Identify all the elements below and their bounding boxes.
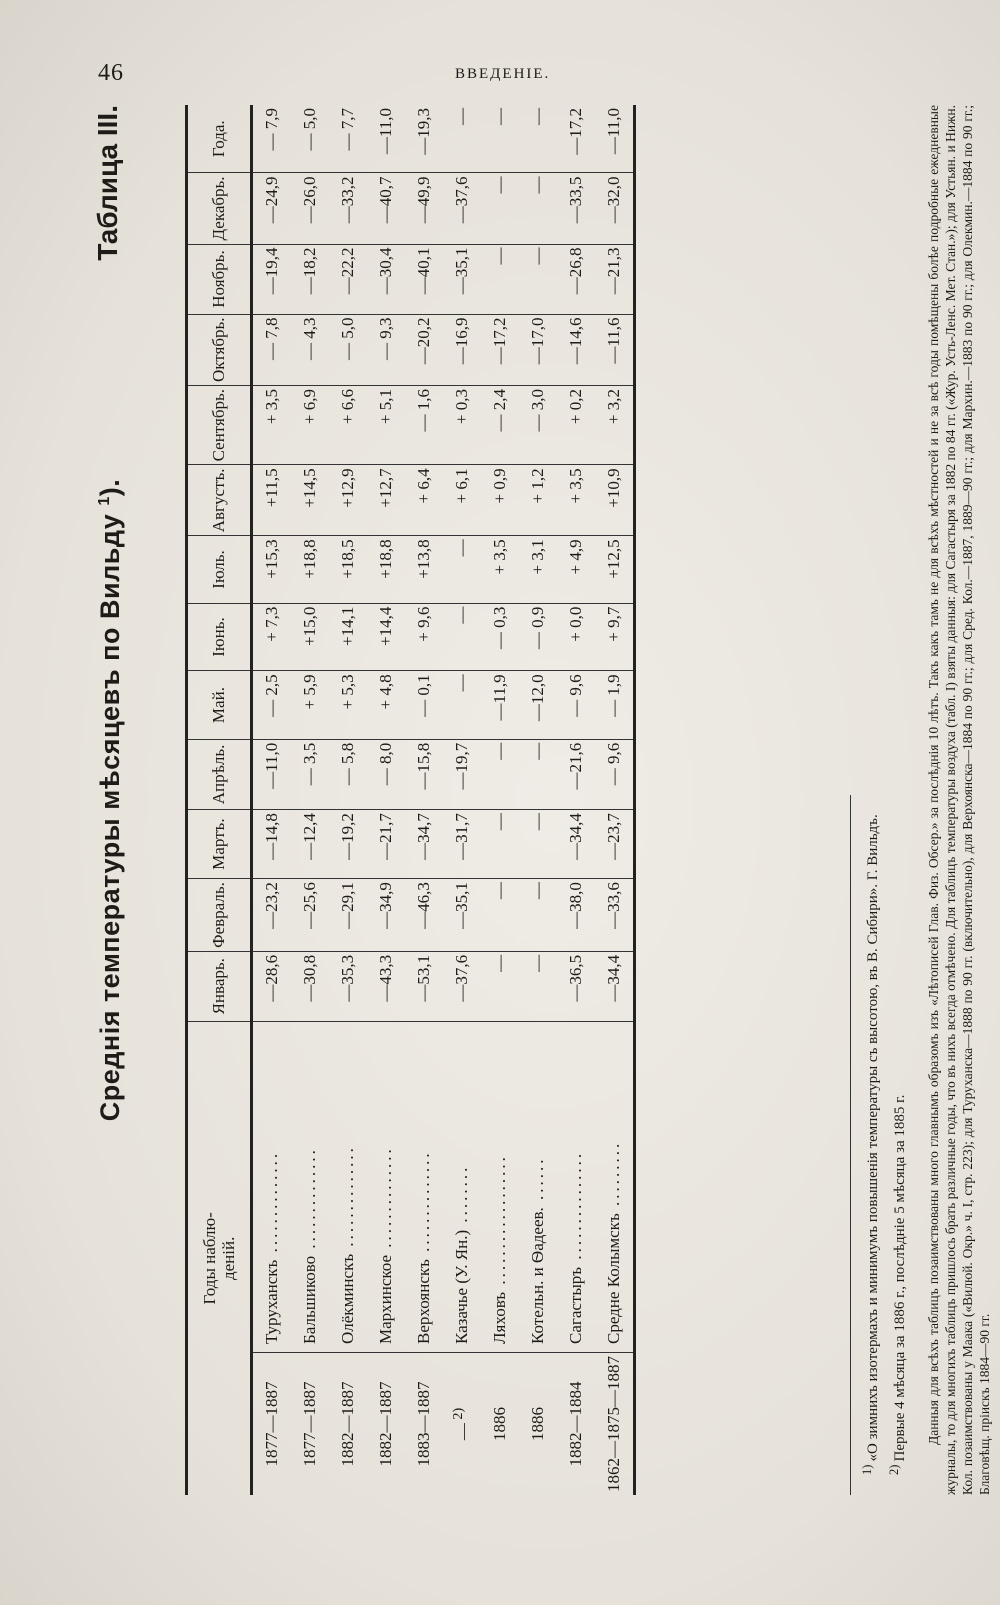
table-row — [519, 105, 557, 1495]
row-value: + 0,2 — [557, 386, 595, 465]
row-station — [519, 1021, 557, 1352]
row-value: + 3,5 — [252, 386, 292, 465]
footnote-text: Первые 4 мѣсяца за 1886 г., послѣдніе 5 мѣсяца за 1885 г. — [892, 1094, 908, 1462]
row-value: — 5,0 — [291, 105, 329, 173]
row-value: —19,7 — [443, 739, 481, 809]
table-row — [595, 105, 635, 1495]
row-value: —12,4 — [291, 810, 329, 879]
leader-dots: ........ — [452, 1164, 471, 1230]
station-name: Туруханскъ — [262, 1259, 281, 1344]
row-value: — — [519, 105, 557, 173]
row-value: —25,6 — [291, 879, 329, 952]
row-years: — $^{2)}$ — [450, 1407, 473, 1441]
footnote — [884, 795, 911, 1495]
leader-dots: .............. — [414, 1150, 433, 1260]
row-value: +12,9 — [329, 465, 367, 536]
table-row — [405, 105, 443, 1495]
header-month: Ноябрь. — [187, 244, 252, 314]
row-value: + 5,9 — [291, 671, 329, 739]
remarks-paragraph: Данныя для всѣхъ таблицъ позаимствованы много главнымъ образомъ изъ «Лѣтописей Глав. Физ. Обсер.» за послѣднія 10 лѣтъ. Такъ какъ тамъ не для всѣхъ мѣстностей и не за всѣ годы помѣщены болѣе подробные ежедневные журналы, то для многихъ таблицъ пришлось брать различные годы, что въ нихъ всегда отмѣчено. Для таблицъ температуры воздуха (табл. I) взяты данныя: для Сагастыря за 1882 по 84 гг. («Жур. Усть-Ленс. Мет. Стан.»); для Устьян. и Нижн. Кол. позаимствованы у Маака («Вилюй. Окр.» ч. I, стр. 223); для Туруханска—1888 по 90 гг. (включительно), для Верхоянска—1884 по 90 гг.; для Сред. Кол.—1887, 1889—90 гг.; для Мархин.—1883 по 90 гг.; для Олекмин.—1884 по 90 гг.; Благовѣщ. пріискъ 1884—90 гг. — [926, 105, 992, 1495]
row-value: —20,2 — [405, 314, 443, 386]
row-value: + 4,8 — [367, 671, 405, 739]
footnote-mark: 1) — [860, 1461, 874, 1475]
row-value: + 3,1 — [519, 536, 557, 603]
row-value: — 2,4 — [481, 386, 519, 465]
row-value: — 9,3 — [367, 314, 405, 386]
row-value: —34,4 — [595, 951, 635, 1021]
header-month: Сентябрь. — [187, 386, 252, 465]
row-value: — 0,3 — [481, 603, 519, 671]
header-month: Мартъ. — [187, 810, 252, 879]
header-month: Декабрь. — [187, 173, 252, 244]
row-value: —38,0 — [557, 879, 595, 952]
leader-dots: ......... — [604, 1140, 623, 1214]
row-value: — — [481, 244, 519, 314]
row-value: —33,5 — [557, 173, 595, 244]
row-station — [595, 1021, 635, 1352]
table-header-row — [187, 105, 252, 1495]
row-value: + 0,9 — [481, 465, 519, 536]
station-name: Ляховъ — [490, 1291, 509, 1344]
row-value: — — [481, 739, 519, 809]
row-value: —34,9 — [367, 879, 405, 952]
table-label: Таблица III. — [92, 105, 123, 261]
leader-dots: .............. — [338, 1145, 357, 1254]
row-value: + 4,9 — [557, 536, 595, 603]
table-row — [557, 105, 595, 1495]
row-years-note: 2) — [450, 1407, 467, 1424]
leader-dots: .............. — [262, 1150, 281, 1260]
row-value: — — [443, 671, 481, 739]
station-name: Казачье (У. Ян.) — [452, 1229, 471, 1344]
row-value: —30,8 — [291, 951, 329, 1021]
row-value: + 6,9 — [291, 386, 329, 465]
footnote-mark: 2) — [887, 1461, 901, 1475]
row-years: 1862—1875—1887 — [595, 1353, 635, 1496]
table-row — [443, 105, 481, 1495]
row-value: —35,1 — [443, 879, 481, 952]
row-value: —43,3 — [367, 951, 405, 1021]
row-value: —16,9 — [443, 314, 481, 386]
row-value: —11,9 — [481, 671, 519, 739]
row-value: — 5,0 — [329, 314, 367, 386]
row-value: — 7,7 — [329, 105, 367, 173]
row-value: —15,8 — [405, 739, 443, 809]
station-name: Бальшиково — [300, 1255, 319, 1344]
row-value: — — [481, 105, 519, 173]
row-years: 1882—1884 — [566, 1381, 585, 1467]
header-month: Февраль. — [187, 879, 252, 952]
row-value: —34,7 — [405, 810, 443, 879]
row-value: — 7,9 — [252, 105, 292, 173]
row-station — [405, 1021, 443, 1352]
row-value: + 5,3 — [329, 671, 367, 739]
row-value: — — [481, 173, 519, 244]
row-value: — — [519, 739, 557, 809]
footnote — [857, 795, 884, 1495]
station-name: Сагастыръ — [566, 1266, 585, 1344]
row-years: 1877—1887 — [300, 1381, 319, 1467]
row-value: —22,2 — [329, 244, 367, 314]
row-value: —31,7 — [443, 810, 481, 879]
row-station — [291, 1021, 329, 1352]
row-years: 1883—1887 — [414, 1381, 433, 1467]
row-station — [481, 1021, 519, 1352]
row-value: —23,7 — [595, 810, 635, 879]
row-value: —40,7 — [367, 173, 405, 244]
table-body — [252, 105, 635, 1495]
running-head: ВВЕДЕНІЕ. — [455, 66, 551, 82]
row-value: — 9,6 — [557, 671, 595, 739]
row-value: —37,6 — [443, 951, 481, 1021]
header-month: Январь. — [187, 951, 252, 1021]
row-value: +14,4 — [367, 603, 405, 671]
row-value: —40,1 — [405, 244, 443, 314]
row-value: —21,7 — [367, 810, 405, 879]
station-name: Котельн. и Ѳадеев. — [528, 1207, 547, 1344]
row-value: —53,1 — [405, 951, 443, 1021]
table-title: Среднія температуры мѣсяцевъ по Вильду $^1$). — [95, 478, 125, 1122]
row-value: + 0,0 — [557, 603, 595, 671]
row-years: 1882—1887 — [338, 1381, 357, 1467]
row-value: —32,0 — [595, 173, 635, 244]
row-station — [367, 1021, 405, 1352]
row-value: —11,0 — [252, 739, 292, 809]
header-month: Апрѣль. — [187, 739, 252, 809]
row-value: —12,0 — [519, 671, 557, 739]
row-value: —17,2 — [481, 314, 519, 386]
row-value: — — [481, 879, 519, 952]
header-years-line: деній. — [219, 1236, 238, 1281]
row-value: + 5,1 — [367, 386, 405, 465]
row-value: —11,0 — [367, 105, 405, 173]
row-value: — 5,8 — [329, 739, 367, 809]
row-value: —17,0 — [519, 314, 557, 386]
row-value: — — [443, 603, 481, 671]
row-value: + 7,3 — [252, 603, 292, 671]
row-value: —33,6 — [595, 879, 635, 952]
row-station — [557, 1021, 595, 1352]
row-value: — 9,6 — [595, 739, 635, 809]
row-value: + 3,2 — [595, 386, 635, 465]
table-row — [481, 105, 519, 1495]
station-name: Верхоянскъ — [414, 1259, 433, 1344]
row-value: +13,8 — [405, 536, 443, 603]
row-value: + 9,6 — [405, 603, 443, 671]
row-value: —46,3 — [405, 879, 443, 952]
header-years-line: Годы наблю- — [200, 1212, 219, 1305]
row-value: — 7,8 — [252, 314, 292, 386]
row-value: +12,5 — [595, 536, 635, 603]
row-value: —18,2 — [291, 244, 329, 314]
row-value: +18,5 — [329, 536, 367, 603]
row-value: —14,8 — [252, 810, 292, 879]
row-value: — 1,6 — [405, 386, 443, 465]
row-value: —26,0 — [291, 173, 329, 244]
table-row — [367, 105, 405, 1495]
temperature-table — [185, 105, 636, 1495]
temperature-table-wrapper — [185, 105, 636, 1495]
header-month: Май. — [187, 671, 252, 739]
row-value: —33,2 — [329, 173, 367, 244]
row-value: — — [481, 810, 519, 879]
row-value: —36,5 — [557, 951, 595, 1021]
row-value: —30,4 — [367, 244, 405, 314]
station-name: Мархинское — [376, 1254, 395, 1344]
row-value: — — [519, 879, 557, 952]
row-value: —28,6 — [252, 951, 292, 1021]
row-years: 1877—1887 — [262, 1381, 281, 1467]
row-value: +10,9 — [595, 465, 635, 536]
row-value: — 8,0 — [367, 739, 405, 809]
row-value: — — [519, 173, 557, 244]
row-value: —19,3 — [405, 105, 443, 173]
row-value: —34,4 — [557, 810, 595, 879]
row-value: + 6,4 — [405, 465, 443, 536]
table-row — [252, 105, 292, 1495]
header-year-mean: Года. — [187, 105, 252, 173]
row-years: 1882—1887 — [376, 1381, 395, 1467]
row-value: + 6,1 — [443, 465, 481, 536]
header-years — [187, 1021, 252, 1495]
row-value: — — [481, 951, 519, 1021]
row-value: — 0,9 — [519, 603, 557, 671]
header-month: Іюнь. — [187, 603, 252, 671]
table-row — [291, 105, 329, 1495]
title-footnote-mark: 1 — [96, 496, 113, 506]
header-month: Октябрь. — [187, 314, 252, 386]
row-value: —11,6 — [595, 314, 635, 386]
leader-dots: .................. — [490, 1154, 509, 1292]
row-value: +18,8 — [367, 536, 405, 603]
row-value: + 0,3 — [443, 386, 481, 465]
header-month: Августъ. — [187, 465, 252, 536]
row-years: 1886 — [490, 1407, 509, 1441]
row-value: — — [519, 951, 557, 1021]
row-value: —24,9 — [252, 173, 292, 244]
row-value: — — [443, 105, 481, 173]
row-value: +18,8 — [291, 536, 329, 603]
row-value: + 1,2 — [519, 465, 557, 536]
row-value: —35,1 — [443, 244, 481, 314]
page-number: 46 — [98, 60, 124, 86]
row-value: —29,1 — [329, 879, 367, 952]
header-month: Іюль. — [187, 536, 252, 603]
row-value: —49,9 — [405, 173, 443, 244]
row-station — [329, 1021, 367, 1352]
row-value: +14,1 — [329, 603, 367, 671]
row-value: + 3,5 — [481, 536, 519, 603]
row-value: — 3,5 — [291, 739, 329, 809]
row-years: 1886 — [528, 1407, 547, 1441]
row-station — [252, 1021, 292, 1352]
row-value: +15,3 — [252, 536, 292, 603]
title-row — [90, 105, 150, 1495]
row-value: — — [519, 244, 557, 314]
row-value: —14,6 — [557, 314, 595, 386]
row-value: + 3,5 — [557, 465, 595, 536]
station-name: Средне Колымскъ — [604, 1213, 623, 1344]
row-value: +14,5 — [291, 465, 329, 536]
footnote-text: «О зимнихъ изотермахъ и минимумъ повышенія температуры съ высотою, въ В. Сибири». Г. Вильдъ. — [865, 814, 881, 1462]
table-title-text: Среднія температуры мѣсяцевъ по Вильду — [95, 513, 125, 1122]
row-value: — 3,0 — [519, 386, 557, 465]
row-value: —19,2 — [329, 810, 367, 879]
row-value: —21,6 — [557, 739, 595, 809]
row-value: —37,6 — [443, 173, 481, 244]
row-value: —19,4 — [252, 244, 292, 314]
row-value: —17,2 — [557, 105, 595, 173]
row-value: —21,3 — [595, 244, 635, 314]
row-station — [443, 1021, 481, 1352]
row-value: +12,7 — [367, 465, 405, 536]
row-value: —35,3 — [329, 951, 367, 1021]
row-value: — 2,5 — [252, 671, 292, 739]
leader-dots: ...... — [528, 1156, 547, 1208]
leader-dots: .............. — [300, 1147, 319, 1256]
row-value: — — [519, 810, 557, 879]
row-value: —11,0 — [595, 105, 635, 173]
row-value: — — [443, 536, 481, 603]
row-value: — 0,1 — [405, 671, 443, 739]
row-value: +15,0 — [291, 603, 329, 671]
footnotes — [850, 795, 911, 1495]
table-row — [329, 105, 367, 1495]
rotated-table-block — [90, 105, 992, 1495]
leader-dots: ............... — [566, 1150, 585, 1267]
row-value: —26,8 — [557, 244, 595, 314]
leader-dots: .............. — [376, 1146, 395, 1255]
row-value: + 6,6 — [329, 386, 367, 465]
row-value: +11,5 — [252, 465, 292, 536]
row-value: —23,2 — [252, 879, 292, 952]
station-name: Олёкминскъ — [338, 1253, 357, 1344]
row-value: — 1,9 — [595, 671, 635, 739]
row-value: + 9,7 — [595, 603, 635, 671]
row-value: — 4,3 — [291, 314, 329, 386]
